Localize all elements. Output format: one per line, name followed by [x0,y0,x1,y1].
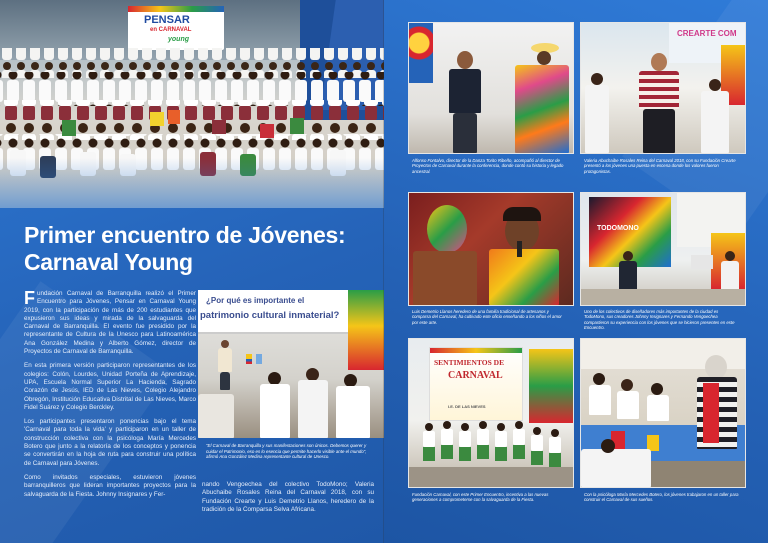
caption-alfonso-fontalvo: Alfonso Fontalvo, director de la Danza Torito Ribeño, acompañó al director de Proyectos de Carnaval durante la conferencia, donde contó su historia y legado ancestral. [412,158,564,174]
students-group [409,339,573,487]
caption-valeria-abuchaibe: Valeria Abuchaibe Rosales Reina del Carnaval 2018, con su Fundación Crearte presentó a los jóvenes una puesta en escena donde los valores fueron protagonistas. [584,158,736,174]
photo-sentimientos-de-carnaval [408,338,574,488]
group-photo [0,0,384,208]
photo-luis-demetrio-llanos [408,192,574,306]
paragraph-1 [24,290,196,356]
quote-caption: "El Carnaval de Barranquilla y sus manifestaciones son únicos. Debemos querer y cuidar el Patrimonio, eso es lo esencia que permite hacerlo visible ante el mundo", afirmó Ana González Medina representante cultural de Unesco. [206,443,367,460]
todomono-sign: TODOMONO [597,225,639,232]
hero-fade [0,158,384,208]
paragraph-2: En esta primera versión participaron representantes de los colegios: Colón, Lourdes, Unidad Porteña de Aprendizaje, UPA, Escuela Normal Superior La Hacienda, Sagrado Corazón de Jesús, IED de Las Nieves, Colegio Alejandro Obregón, Institución Educativa Distrital de Las Nieves, Marco Fidel Suárez y Colegio Berckley. [24,362,196,411]
paragraph-4: Como invitados especiales, estuvieron jóvenes barranquilleros que lideran importantes proyectos para la salvaguarda de la Fiesta. Johnny Insignares y Fer- [24,473,196,498]
banner-subtitle: en CARNAVAL [150,27,192,33]
banner-line-2: CARNAVAL [448,370,503,381]
photo-alfonso-fontalvo [408,22,574,154]
slide-line-1: ¿Por qué es importante el [206,296,305,305]
title-line-1: Primer encuentro de Jóvenes: [24,222,346,248]
paragraph-5: nando Vengoechea del colectivo TodoMono; Valeria Abuchaibe Rosales Reina del Carnaval 2018, con su Fundación Crearte y Luis Demetrio Llanos, heredero de la tradición de la Comparsa Selva Africana. [202,481,374,513]
banner-title: PENSAR [144,14,190,26]
article-title [24,222,364,276]
photo-todomono [580,192,746,306]
caption-taller-psicologa: Con la psicóloga María Mercedes Botero, los jóvenes trabajaron en un taller para construir el Carnaval de sus sueños. [584,492,739,503]
crearte-sign: CREARTE COM [677,29,737,38]
banner-line-1: SENTIMIENTOS DE [434,358,505,367]
slide-line-2: patrimonio cultural inmaterial? [200,310,340,321]
conference-photo [198,290,384,438]
caption-todomono: Uno de los colectivos de diseñadores más importantes de la ciudad es TodoMono, sus creadores Johnny Insignares y Fernando Vengoechea compartieron su experiencia con los jóvenes que se hicieron presentes en este Encuentro. [584,309,735,330]
right-page [384,0,768,543]
photo-taller-psicologa [580,338,746,488]
article-body [24,290,196,505]
caption-luis-demetrio-llanos: Luis Demetrio Llanos heredero de una familia tradicional de artesanos y comparsa del Carnaval, ha cultivado este oficio enseñando a los niños el amor por este arte. [412,309,562,325]
banner-young: young [168,36,189,43]
paragraph-3: Los participantes presentaron ponencias bajo el tema 'Carnaval para toda la vida' y participaron en un taller de construcción colectiva con la psicóloga María Mercedes Botero que junto a la relatoría de los conceptos y ponencia se convertirán en la hoja de ruta para construir una política de Carnaval para Jóvenes. [24,418,196,467]
photo-valeria-abuchaibe [580,22,746,154]
banner-line-3: I.E. DE LAS NIEVES [448,404,486,409]
drop-cap: F [24,288,35,308]
title-line-2: Carnaval Young [24,249,193,275]
presentation-screen [198,290,348,334]
paragraph-1-text: undación Carnaval de Barranquilla realizó el Primer Encuentro para Jóvenes, Pensar en Carnaval Young 2019, con la participación de más de 200 estudiantes que expusieron sus ideas y mirada de la salvaguarda del Carnaval de Barranquilla. El evento fue presidido por la representante de Cultura de la Unesco para Latinoamérica Ana González Medina y Alberto Gómez, director de Proyectos de Carnaval de Barranquilla. [24,290,196,356]
caption-sentimientos-de-carnaval: Fundación Carnaval, con este Primer Encuentro, incentiva a las nuevas generaciones a comprometerse con la salvaguarda de la Fiesta. [412,492,549,503]
